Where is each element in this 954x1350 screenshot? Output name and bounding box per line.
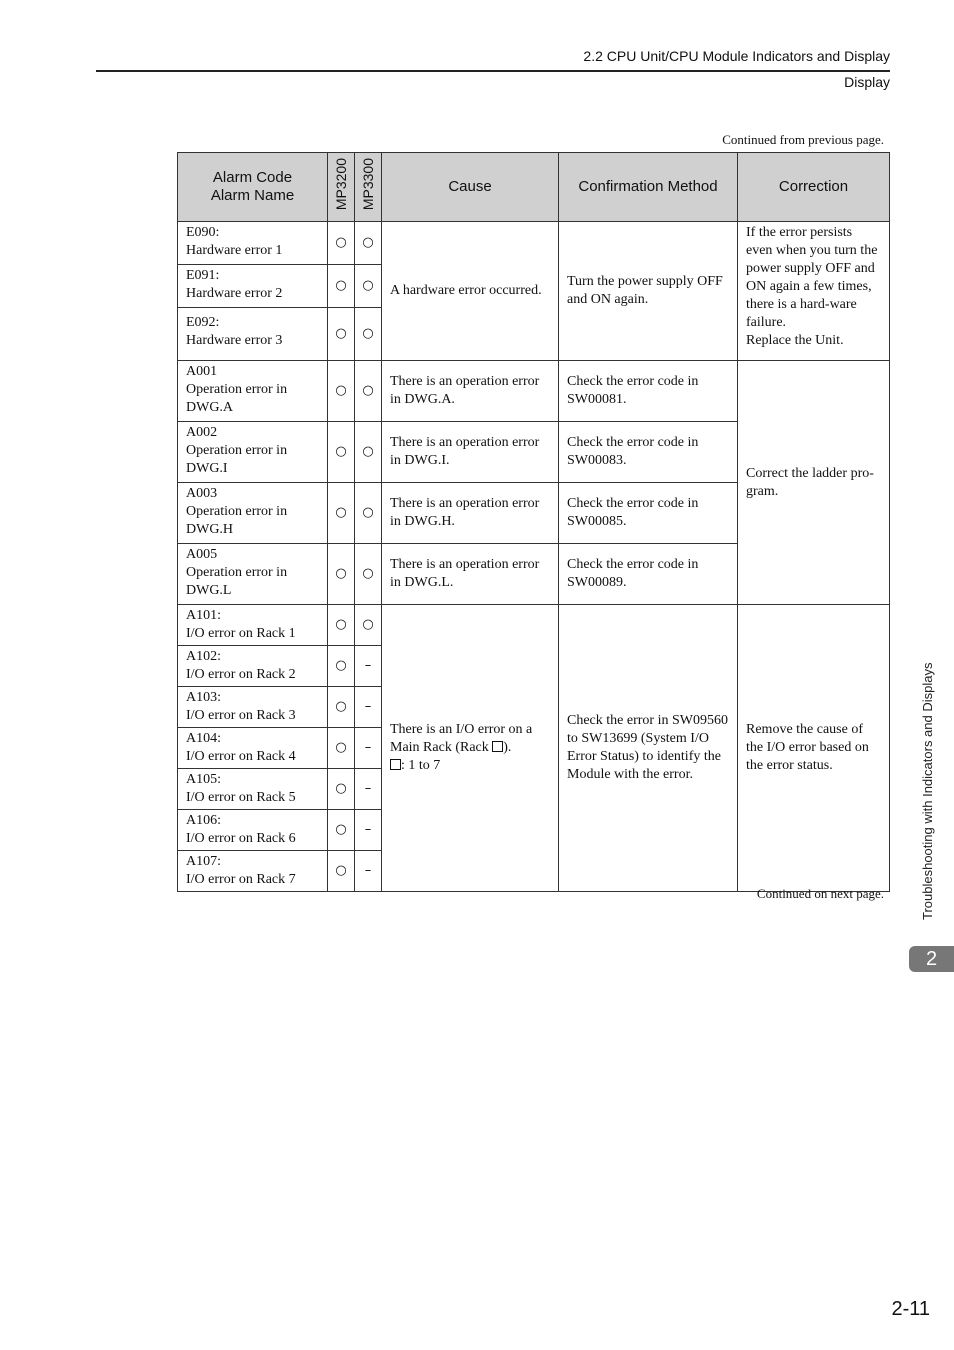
confirmation-cell: Check the error code in SW00085. <box>559 483 738 544</box>
mp3300-cell: – <box>355 769 382 810</box>
header-mp3200: MP3200 <box>328 153 355 222</box>
confirmation-cell: Check the error code in SW00083. <box>559 422 738 483</box>
alarm-cell: A104: I/O error on Rack 4 <box>178 728 328 769</box>
header-rule <box>96 70 890 72</box>
cause-cell: There is an I/O error on a Main Rack (Rack ). : 1 to 7 <box>382 605 559 892</box>
mp3200-cell: ○ <box>328 851 355 892</box>
correction-cell: If the error persists even when you turn the power supply OFF and ON again a few times, there is a hard-ware failure. Replace the Unit. <box>738 222 890 361</box>
correction-cell: Correct the ladder pro-gram. <box>738 361 890 605</box>
mp3300-cell: ○ <box>355 361 382 422</box>
header-alarm: Alarm Code Alarm Name <box>178 153 328 222</box>
chapter-tab: 2 <box>909 946 954 972</box>
alarm-cell: E090: Hardware error 1 <box>178 222 328 265</box>
alarm-cell: A101: I/O error on Rack 1 <box>178 605 328 646</box>
mp3300-cell: ○ <box>355 265 382 308</box>
mp3200-cell: ○ <box>328 265 355 308</box>
continued-from-note: Continued from previous page. <box>722 132 884 147</box>
alarm-cell: E091: Hardware error 2 <box>178 265 328 308</box>
mp3300-cell: – <box>355 851 382 892</box>
alarm-cell: A107: I/O error on Rack 7 <box>178 851 328 892</box>
alarm-cell: A005 Operation error in DWG.L <box>178 544 328 605</box>
header-mp3300: MP3300 <box>355 153 382 222</box>
cause-cell: There is an operation error in DWG.L. <box>382 544 559 605</box>
correction-cell: Remove the cause of the I/O error based on the error status. <box>738 605 890 892</box>
confirmation-cell: Check the error code in SW00081. <box>559 361 738 422</box>
mp3200-cell: ○ <box>328 544 355 605</box>
mp3300-cell: ○ <box>355 422 382 483</box>
mp3300-cell: ○ <box>355 544 382 605</box>
alarm-cell: A102: I/O error on Rack 2 <box>178 646 328 687</box>
box-symbol-icon <box>492 741 503 752</box>
cause-cell: There is an operation error in DWG.H. <box>382 483 559 544</box>
alarm-cell: A106: I/O error on Rack 6 <box>178 810 328 851</box>
mp3200-cell: ○ <box>328 605 355 646</box>
header-cause: Cause <box>382 153 559 222</box>
alarm-table <box>177 152 890 892</box>
alarm-cell: A105: I/O error on Rack 5 <box>178 769 328 810</box>
continued-on-note: Continued on next page. <box>756 886 884 901</box>
header-correction: Correction <box>738 153 890 222</box>
mp3300-cell: ○ <box>355 308 382 361</box>
alarm-cell: A103: I/O error on Rack 3 <box>178 687 328 728</box>
table-row <box>178 222 890 265</box>
mp3300-cell: ○ <box>355 483 382 544</box>
mp3300-cell: ○ <box>355 222 382 265</box>
cause-cell: A hardware error occurred. <box>382 222 559 361</box>
mp3200-cell: ○ <box>328 422 355 483</box>
alarm-cell: E092: Hardware error 3 <box>178 308 328 361</box>
mp3200-cell: ○ <box>328 769 355 810</box>
mp3200-cell: ○ <box>328 361 355 422</box>
alarm-cell: A002 Operation error in DWG.I <box>178 422 328 483</box>
confirmation-cell: Turn the power supply OFF and ON again. <box>559 222 738 361</box>
table-row <box>178 605 890 646</box>
mp3200-cell: ○ <box>328 728 355 769</box>
mp3300-cell: – <box>355 728 382 769</box>
mp3200-cell: ○ <box>328 222 355 265</box>
confirmation-cell: Check the error code in SW00089. <box>559 544 738 605</box>
confirmation-cell: Check the error in SW09560 to SW13699 (System I/O Error Status) to identify the Module with the error. <box>559 605 738 892</box>
cause-cell: There is an operation error in DWG.I. <box>382 422 559 483</box>
mp3200-cell: ○ <box>328 483 355 544</box>
mp3200-cell: ○ <box>328 646 355 687</box>
alarm-cell: A003 Operation error in DWG.H <box>178 483 328 544</box>
mp3300-cell: – <box>355 810 382 851</box>
chapter-side-title: Troubleshooting with Indicators and Displays <box>920 662 935 920</box>
header-confirmation: Confirmation Method <box>559 153 738 222</box>
mp3200-cell: ○ <box>328 308 355 361</box>
table-row <box>178 361 890 422</box>
box-symbol-icon <box>390 759 401 770</box>
mp3300-cell: ○ <box>355 605 382 646</box>
page-number: 2-11 <box>891 1298 930 1320</box>
subsection-header: Display <box>844 74 890 90</box>
alarm-cell: A001 Operation error in DWG.A <box>178 361 328 422</box>
cause-cell: There is an operation error in DWG.A. <box>382 361 559 422</box>
mp3200-cell: ○ <box>328 810 355 851</box>
mp3200-cell: ○ <box>328 687 355 728</box>
mp3300-cell: – <box>355 646 382 687</box>
section-header: 2.2 CPU Unit/CPU Module Indicators and Display <box>583 48 890 64</box>
mp3300-cell: – <box>355 687 382 728</box>
table-header-row <box>178 153 890 222</box>
